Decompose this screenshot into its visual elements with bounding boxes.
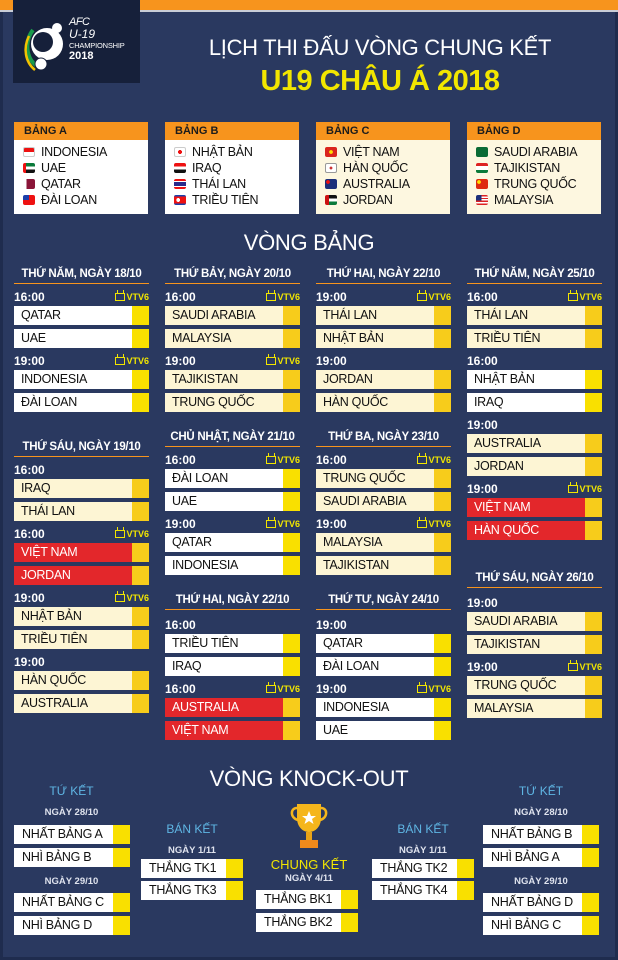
match-time: 19:00	[165, 516, 196, 531]
team-name: THÁI LAN	[316, 306, 434, 325]
day-heading: CHỦ NHẬT, NGÀY 21/10	[165, 431, 300, 447]
indonesia-flag-icon	[23, 147, 35, 157]
team-name: TAJIKISTAN	[467, 635, 585, 654]
group-team: SAUDI ARABIA	[476, 144, 592, 160]
team-name: VIỆT NAM	[467, 498, 585, 517]
team-name: IRAQ	[165, 657, 283, 676]
score-box	[283, 492, 300, 511]
tv-channel-badge: VTV6	[417, 292, 451, 302]
score-box	[113, 916, 130, 935]
group-card-b	[165, 122, 299, 214]
group-stage-title: VÒNG BẢNG	[243, 230, 375, 255]
day-heading: THỨ HAI, NGÀY 22/10	[316, 268, 451, 284]
match-time: 19:00	[14, 654, 45, 669]
day-heading: THỨ NĂM, NGÀY 18/10	[14, 268, 149, 284]
quarterfinal-right-date-2: NGÀY 29/10	[514, 876, 568, 887]
team-name: MALAYSIA	[165, 329, 283, 348]
team-name: HÀN QUỐC	[14, 671, 132, 690]
group-title: BẢNG A	[14, 122, 148, 140]
day-heading: THỨ BẢY, NGÀY 20/10	[165, 268, 300, 284]
score-box	[283, 306, 300, 325]
tv-icon	[417, 685, 427, 693]
tv-channel-badge: VTV6	[266, 519, 300, 529]
tv-channel-badge: VTV6	[568, 662, 602, 672]
day-heading: THỨ SÁU, NGÀY 26/10	[467, 572, 602, 588]
score-box	[585, 393, 602, 412]
match-time: 16:00	[165, 617, 196, 632]
knockout-slot: NHẤT BẢNG B	[483, 825, 599, 844]
group-team: MALAYSIA	[476, 192, 592, 208]
afc-u19-logo	[13, 0, 140, 83]
match-day-20-10	[165, 268, 300, 415]
score-box	[113, 848, 130, 867]
team-name: HÀN QUỐC	[316, 393, 434, 412]
tv-icon	[115, 594, 125, 602]
tv-icon	[568, 293, 578, 301]
qatar-flag-icon	[23, 179, 35, 189]
tv-icon	[266, 293, 276, 301]
match-time: 19:00	[467, 659, 498, 674]
score-box	[582, 893, 599, 912]
knockout-slot: THẮNG TK2	[372, 859, 474, 878]
team-name: TRIỀU TIÊN	[165, 634, 283, 653]
team-name: AUSTRALIA	[165, 698, 283, 717]
team-name: TRIỀU TIÊN	[14, 630, 132, 649]
match-time: 19:00	[14, 353, 45, 368]
team-name: TRUNG QUỐC	[467, 676, 585, 695]
quarterfinal-left-date-1: NGÀY 28/10	[44, 807, 99, 818]
semifinal-right-date: NGÀY 1/11	[399, 845, 447, 856]
score-box	[585, 676, 602, 695]
score-box	[434, 634, 451, 653]
score-box	[582, 848, 599, 867]
match-day-22-10-b	[165, 594, 300, 743]
malaysia-flag-icon	[476, 195, 488, 205]
score-box	[434, 469, 451, 488]
team-name: TRUNG QUỐC	[316, 469, 434, 488]
north-korea-flag-icon	[174, 195, 186, 205]
score-box	[132, 607, 149, 626]
team-name: NHẬT BẢN	[14, 607, 132, 626]
score-box	[113, 825, 130, 844]
day-heading: THỨ TƯ, NGÀY 24/10	[316, 594, 451, 610]
score-box	[582, 916, 599, 935]
team-name: QATAR	[316, 634, 434, 653]
match-time: 19:00	[467, 417, 498, 432]
score-box	[283, 698, 300, 717]
score-box	[283, 469, 300, 488]
iraq-flag-icon	[174, 163, 186, 173]
group-team: IRAQ	[174, 160, 290, 176]
group-team: TAJIKISTAN	[476, 160, 592, 176]
match-time: 16:00	[467, 289, 498, 304]
group-team: ĐÀI LOAN	[23, 192, 139, 208]
score-box	[283, 657, 300, 676]
team-name: JORDAN	[316, 370, 434, 389]
jordan-flag-icon	[325, 195, 337, 205]
score-box	[434, 698, 451, 717]
group-title: BẢNG D	[467, 122, 601, 140]
tv-channel-badge: VTV6	[266, 684, 300, 694]
semifinal-left-date: NGÀY 1/11	[168, 845, 216, 856]
team-name: IRAQ	[467, 393, 585, 412]
knockout-slot: NHÌ BẢNG A	[483, 848, 599, 867]
team-name: NHẬT BẢN	[316, 329, 434, 348]
match-time: 19:00	[316, 516, 347, 531]
group-team: NHẬT BẢN	[174, 144, 290, 160]
tv-icon	[568, 663, 578, 671]
match-time: 16:00	[467, 353, 498, 368]
tv-icon	[417, 456, 427, 464]
score-box	[283, 393, 300, 412]
score-box	[585, 498, 602, 517]
team-name: UAE	[316, 721, 434, 740]
score-box	[132, 543, 149, 562]
team-name: INDONESIA	[14, 370, 132, 389]
team-name: ĐÀI LOAN	[14, 393, 132, 412]
team-name: JORDAN	[467, 457, 585, 476]
team-name: NHẬT BẢN	[467, 370, 585, 389]
match-time: 16:00	[165, 452, 196, 467]
score-box	[585, 699, 602, 718]
knockout-slot: NHẤT BẢNG A	[14, 825, 130, 844]
score-box	[113, 893, 130, 912]
team-name: VIỆT NAM	[165, 721, 283, 740]
tv-icon	[115, 357, 125, 365]
page-title: LỊCH THI ĐẤU VÒNG CHUNG KẾT	[208, 35, 552, 60]
score-box	[434, 393, 451, 412]
score-box	[283, 556, 300, 575]
match-time: 16:00	[14, 289, 45, 304]
team-name: SAUDI ARABIA	[316, 492, 434, 511]
group-team: TRUNG QUỐC	[476, 176, 592, 192]
tv-channel-badge: VTV6	[417, 455, 451, 465]
knockout-slot: NHẤT BẢNG D	[483, 893, 599, 912]
score-box	[132, 393, 149, 412]
knockout-slot: NHẤT BẢNG C	[14, 893, 130, 912]
match-day-18-10	[14, 268, 149, 415]
afc-emblem-icon	[23, 20, 65, 72]
group-title: BẢNG B	[165, 122, 299, 140]
score-box	[341, 913, 358, 932]
score-box	[132, 370, 149, 389]
score-box	[457, 881, 474, 900]
match-day-25-10	[467, 268, 602, 543]
team-name: INDONESIA	[165, 556, 283, 575]
trophy-icon	[289, 800, 329, 852]
tv-channel-badge: VTV6	[115, 292, 149, 302]
score-box	[283, 329, 300, 348]
score-box	[132, 502, 149, 521]
score-box	[132, 694, 149, 713]
score-box	[132, 479, 149, 498]
team-name: ĐÀI LOAN	[165, 469, 283, 488]
team-name: JORDAN	[14, 566, 132, 585]
match-time: 19:00	[316, 617, 347, 632]
knockout-slot: NHÌ BẢNG C	[483, 916, 599, 935]
match-day-26-10	[467, 572, 602, 721]
quarterfinal-right-date-1: NGÀY 28/10	[514, 807, 568, 818]
match-time: 16:00	[14, 526, 45, 541]
match-time: 16:00	[165, 681, 196, 696]
team-name: TRIỀU TIÊN	[467, 329, 585, 348]
knockout-slot: NHÌ BẢNG B	[14, 848, 130, 867]
team-name: UAE	[14, 329, 132, 348]
group-card-d	[467, 122, 601, 214]
team-name: MALAYSIA	[467, 699, 585, 718]
japan-flag-icon	[174, 147, 186, 157]
team-name: TAJIKISTAN	[316, 556, 434, 575]
tv-icon	[115, 530, 125, 538]
score-box	[585, 612, 602, 631]
australia-flag-icon	[325, 179, 337, 189]
semifinal-left-label: BÁN KẾT	[166, 822, 218, 836]
day-heading: THỨ SÁU, NGÀY 19/10	[14, 441, 149, 457]
logo-u19: U-19	[69, 27, 96, 41]
score-box	[457, 859, 474, 878]
semifinal-right-label: BÁN KẾT	[397, 822, 449, 836]
match-time: 19:00	[316, 681, 347, 696]
knockout-title: VÒNG KNOCK-OUT	[209, 766, 409, 791]
tv-channel-badge: VTV6	[115, 529, 149, 539]
group-card-a	[14, 122, 148, 214]
team-name: MALAYSIA	[316, 533, 434, 552]
tv-icon	[417, 293, 427, 301]
quarterfinal-left-label: TỨ KẾT	[49, 784, 94, 798]
tv-icon	[568, 485, 578, 493]
team-name: IRAQ	[14, 479, 132, 498]
group-title: BẢNG C	[316, 122, 450, 140]
match-day-19-10	[14, 441, 149, 716]
score-box	[132, 671, 149, 690]
vietnam-flag-icon	[325, 147, 337, 157]
score-box	[585, 635, 602, 654]
score-box	[585, 306, 602, 325]
team-name: HÀN QUỐC	[467, 521, 585, 540]
score-box	[434, 721, 451, 740]
match-time: 19:00	[467, 481, 498, 496]
tv-channel-badge: VTV6	[266, 356, 300, 366]
match-day-24-10	[316, 594, 451, 743]
match-time: 19:00	[14, 590, 45, 605]
match-time: 19:00	[316, 353, 347, 368]
tv-channel-badge: VTV6	[417, 519, 451, 529]
tv-icon	[115, 293, 125, 301]
score-box	[585, 370, 602, 389]
group-team: QATAR	[23, 176, 139, 192]
knockout-slot: THẮNG TK4	[372, 881, 474, 900]
match-time: 19:00	[316, 289, 347, 304]
group-team: AUSTRALIA	[325, 176, 441, 192]
score-box	[283, 721, 300, 740]
knockout-slot: THẮNG TK3	[141, 881, 243, 900]
score-box	[434, 306, 451, 325]
tv-icon	[266, 685, 276, 693]
uae-flag-icon	[23, 163, 35, 173]
team-name: QATAR	[14, 306, 132, 325]
tv-channel-badge: VTV6	[266, 455, 300, 465]
tv-channel-badge: VTV6	[115, 356, 149, 366]
day-heading: THỨ HAI, NGÀY 22/10	[165, 594, 300, 610]
tv-icon	[266, 520, 276, 528]
tv-channel-badge: VTV6	[568, 292, 602, 302]
tv-icon	[266, 456, 276, 464]
south-korea-flag-icon	[325, 163, 337, 173]
group-team: THÁI LAN	[174, 176, 290, 192]
knockout-slot: NHÌ BẢNG D	[14, 916, 130, 935]
knockout-slot: THẮNG BK1	[256, 890, 358, 909]
final-date: NGÀY 4/11	[285, 873, 333, 884]
match-time: 16:00	[14, 462, 45, 477]
knockout-slot: THẮNG BK2	[256, 913, 358, 932]
team-name: QATAR	[165, 533, 283, 552]
score-box	[283, 370, 300, 389]
team-name: AUSTRALIA	[467, 434, 585, 453]
score-box	[132, 566, 149, 585]
match-day-23-10	[316, 431, 451, 578]
match-time: 16:00	[316, 452, 347, 467]
team-name: TAJIKISTAN	[165, 370, 283, 389]
score-box	[585, 434, 602, 453]
group-team: TRIỀU TIÊN	[174, 192, 290, 208]
score-box	[434, 556, 451, 575]
score-box	[132, 306, 149, 325]
score-box	[132, 329, 149, 348]
china-flag-icon	[476, 179, 488, 189]
taiwan-flag-icon	[23, 195, 35, 205]
match-day-21-10	[165, 431, 300, 578]
tv-icon	[266, 357, 276, 365]
score-box	[434, 370, 451, 389]
score-box	[434, 657, 451, 676]
team-name: VIỆT NAM	[14, 543, 132, 562]
group-team: INDONESIA	[23, 144, 139, 160]
match-time: 19:00	[467, 595, 498, 610]
score-box	[582, 825, 599, 844]
group-team: JORDAN	[325, 192, 441, 208]
tajikistan-flag-icon	[476, 163, 488, 173]
score-box	[226, 881, 243, 900]
page-subtitle: U19 CHÂU Á 2018	[260, 65, 500, 97]
group-team: HÀN QUỐC	[325, 160, 441, 176]
tv-channel-badge: VTV6	[115, 593, 149, 603]
logo-championship: CHAMPIONSHIP	[69, 41, 125, 50]
logo-year: 2018	[69, 49, 94, 62]
saudi-arabia-flag-icon	[476, 147, 488, 157]
score-box	[132, 630, 149, 649]
final-label: CHUNG KẾT	[270, 857, 348, 872]
group-card-c	[316, 122, 450, 214]
tv-icon	[417, 520, 427, 528]
score-box	[585, 521, 602, 540]
knockout-slot: THẮNG TK1	[141, 859, 243, 878]
team-name: THÁI LAN	[14, 502, 132, 521]
score-box	[434, 329, 451, 348]
logo-afc: AFC	[69, 16, 90, 28]
tv-channel-badge: VTV6	[266, 292, 300, 302]
quarterfinal-left-date-2: NGÀY 29/10	[44, 876, 99, 887]
team-name: UAE	[165, 492, 283, 511]
team-name: INDONESIA	[316, 698, 434, 717]
thailand-flag-icon	[174, 179, 186, 189]
team-name: THÁI LAN	[467, 306, 585, 325]
tv-channel-badge: VTV6	[417, 684, 451, 694]
score-box	[585, 329, 602, 348]
team-name: ĐÀI LOAN	[316, 657, 434, 676]
team-name: TRUNG QUỐC	[165, 393, 283, 412]
score-box	[226, 859, 243, 878]
team-name: SAUDI ARABIA	[165, 306, 283, 325]
match-time: 16:00	[165, 289, 196, 304]
day-heading: THỨ NĂM, NGÀY 25/10	[467, 268, 602, 284]
score-box	[434, 492, 451, 511]
group-team: VIỆT NAM	[325, 144, 441, 160]
score-box	[585, 457, 602, 476]
match-time: 19:00	[165, 353, 196, 368]
score-box	[283, 634, 300, 653]
day-heading: THỨ BA, NGÀY 23/10	[316, 431, 451, 447]
team-name: SAUDI ARABIA	[467, 612, 585, 631]
team-name: AUSTRALIA	[14, 694, 132, 713]
score-box	[283, 533, 300, 552]
group-team: UAE	[23, 160, 139, 176]
score-box	[434, 533, 451, 552]
match-day-22-10-a	[316, 268, 451, 415]
score-box	[341, 890, 358, 909]
tv-channel-badge: VTV6	[568, 484, 602, 494]
quarterfinal-right-label: TỨ KẾT	[518, 784, 564, 798]
